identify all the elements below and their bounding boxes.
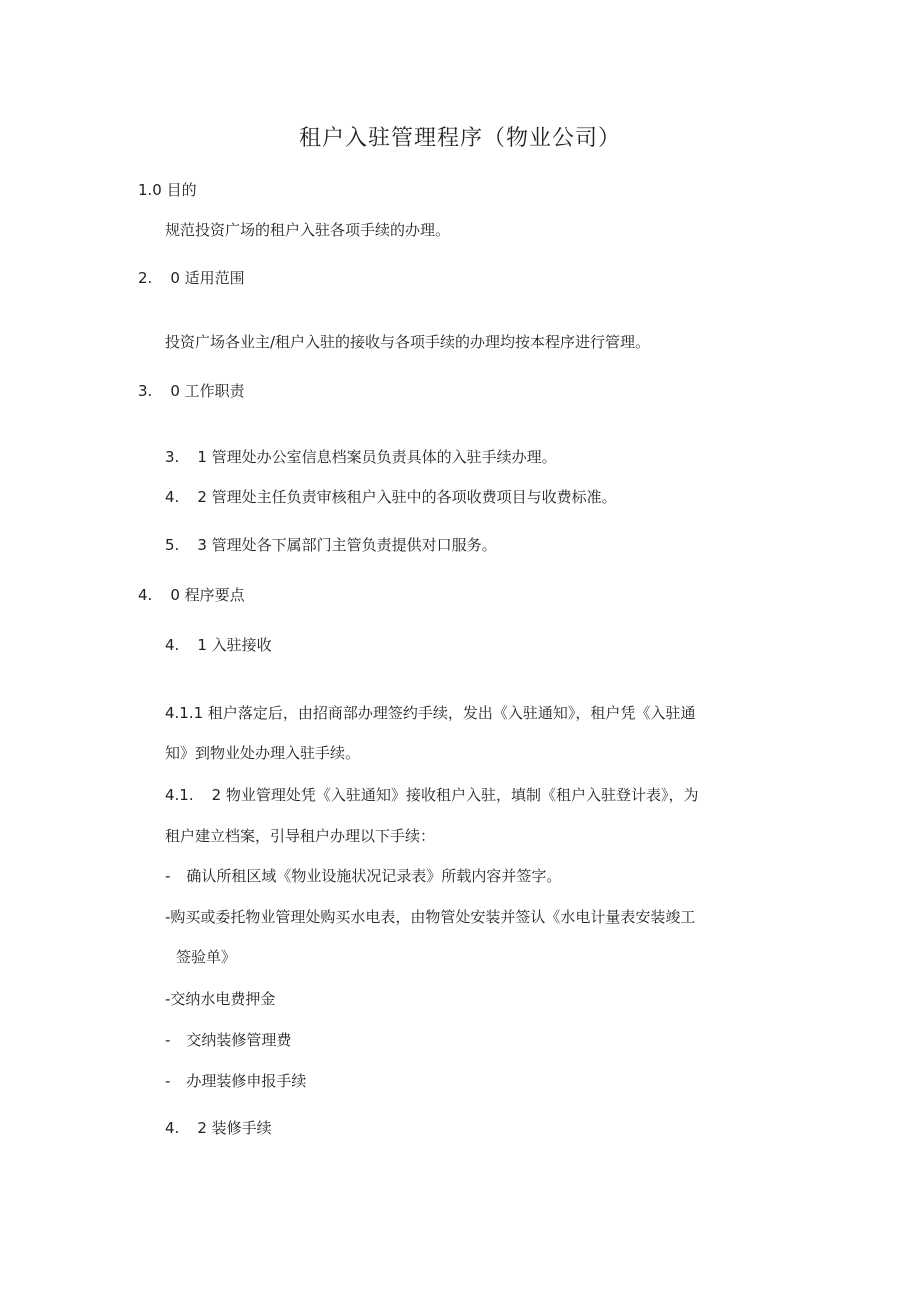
item-text: 1 入驻接收 <box>197 636 272 654</box>
item-number: 4.1. <box>165 786 194 804</box>
list-dash: - <box>165 1031 171 1049</box>
item-number: 3. <box>165 448 180 466</box>
section-3-heading <box>138 381 245 401</box>
section-heading-text: 0 适用范围 <box>170 269 245 287</box>
list-item-4 <box>165 1030 291 1050</box>
section-heading-text: 0 工作职责 <box>170 382 245 400</box>
list-dash: - <box>165 1072 171 1090</box>
list-item-5 <box>165 1071 306 1091</box>
item-text: 2 管理处主任负责审核租户入驻中的各项收费项目与收费标准。 <box>197 488 617 506</box>
section-1-body: 规范投资广场的租户入驻各项手续的办理。 <box>165 221 451 239</box>
paragraph-4-1-2-line-2: 租户建立档案，引导租户办理以下手续： <box>165 827 436 845</box>
document-title: 租户入驻管理程序（物业公司） <box>298 126 621 151</box>
list-item-text: 交纳装修管理费 <box>186 1031 292 1049</box>
list-item-2-line-1: -购买或委托物业管理处购买水电表，由物管处安装并签认《水电计量表安装竣工 <box>165 908 696 926</box>
responsibility-item-3 <box>165 535 497 555</box>
section-heading-text: 0 程序要点 <box>170 586 245 604</box>
item-number: 5. <box>165 536 180 554</box>
item-text: 2 装修手续 <box>197 1119 272 1137</box>
list-item-text: 办理装修申报手续 <box>186 1072 307 1090</box>
section-4-heading <box>138 585 245 605</box>
item-number: 4. <box>165 488 180 506</box>
responsibility-item-2 <box>165 487 617 507</box>
item-number: 4. <box>165 1119 180 1137</box>
section-number: 3. <box>138 382 153 400</box>
section-number: 4. <box>138 586 153 604</box>
paragraph-4-1-2-line-1 <box>165 785 698 805</box>
section-1-heading: 1.0 目的 <box>138 181 197 199</box>
list-item-2-line-2: 签验单》 <box>176 948 237 966</box>
subsection-4-2-heading <box>165 1118 272 1138</box>
item-text: 2 物业管理处凭《入驻通知》接收租户入驻，填制《租户入驻登计表》，为 <box>211 786 699 804</box>
item-text: 3 管理处各下属部门主管负责提供对口服务。 <box>197 536 497 554</box>
list-item-text: 确认所租区域《物业设施状况记录表》所载内容并签字。 <box>186 867 562 885</box>
paragraph-4-1-1-line-2: 知》到物业处办理入驻手续。 <box>165 744 361 762</box>
section-number: 2. <box>138 269 153 287</box>
list-item-3: -交纳水电费押金 <box>165 990 276 1008</box>
responsibility-item-1 <box>165 447 557 467</box>
item-text: 1 管理处办公室信息档案员负责具体的入驻手续办理。 <box>197 448 557 466</box>
list-dash: - <box>165 867 171 885</box>
item-number: 4. <box>165 636 180 654</box>
paragraph-4-1-1-line-1: 4.1.1 租户落定后，由招商部办理签约手续，发出《入驻通知》，租户凭《入驻通 <box>165 704 696 722</box>
subsection-4-1-heading <box>165 635 272 655</box>
section-2-heading <box>138 268 245 288</box>
list-item-1 <box>165 866 561 886</box>
section-2-body: 投资广场各业主/租户入驻的接收与各项手续的办理均按本程序进行管理。 <box>165 333 651 351</box>
